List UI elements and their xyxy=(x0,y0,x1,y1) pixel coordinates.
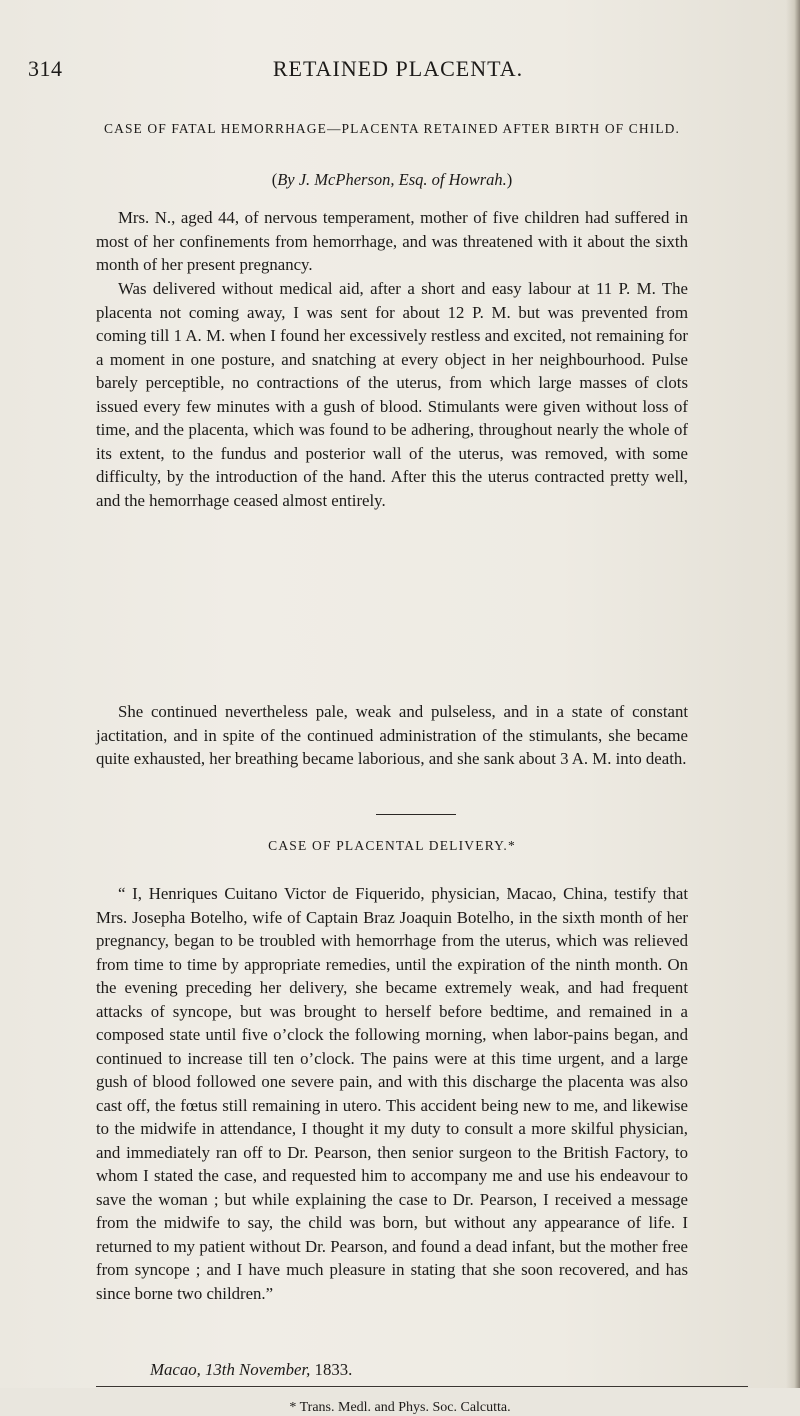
signoff-year: 1833. xyxy=(314,1360,353,1379)
footnote: * Trans. Medl. and Phys. Soc. Calcutta. xyxy=(289,1400,511,1415)
paragraph-case2-testimony: “ I, Henriques Cuitano Victor de Fiquerido, physician, Macao, China, testify that Mrs. Josepha Botelho, wife of Captain Braz Joaquin Botelho, in the sixth month of her pregnancy, began to be troubled with hemorrhage from the uterus, which was relieved from time to time by appropriate remedies, until the expiration of the ninth month. On the evening preceding her delivery, she became extremely weak, and had frequent attacks of syncope, but was brought to herself before bedtime, and remained in a composed state until five o’clock the following morning, when labor-pains began, and continued to increase till ten o’clock. The pains were at this time urgent, and a large gush of blood followed one severe pain, and with this discharge the placenta was also cast off, the fœtus still remaining in utero. This accident being new to me, and likewise to the midwife in attendance, I thought it my duty to consult a more skilful physician, and immediately ran off to Dr. Pearson, then senior surgeon to the British Factory, to whom I stated the case, and requested him to accompany me and use his endeavour to save the woman ; but while explaining the case to Dr. Pearson, I received a message from the midwife to say, the child was born, but without any appearance of life. I returned to my patient without Dr. Pearson, and found a dead infant, but the mother free from syncope ; and I have much pleasure in stating that she soon recovered, and has since borne two children.” xyxy=(96,884,688,1303)
byline-open-paren: ( xyxy=(271,170,278,189)
paragraph-case1-outcome: She continued nevertheless pale, weak and pulseless, and in a state of constant jactitation, and in spite of the continued administration of the stimulants, she became quite exhausted, her breathing became laborious, and she sank about 3 A. M. into death. xyxy=(96,702,688,768)
paragraph-case1-history: Mrs. N., aged 44, of nervous temperament, mother of five children had suffered in most of her confinements from hemorrhage, and was threatened with it about the sixth month of her present pregnancy. xyxy=(96,208,688,274)
footnote-rule xyxy=(96,1386,748,1387)
byline-close-paren: ) xyxy=(506,170,513,189)
section-divider xyxy=(376,814,456,815)
signoff-place: Macao, xyxy=(150,1360,201,1379)
byline xyxy=(96,170,688,190)
case-heading-placental-delivery: CASE OF PLACENTAL DELIVERY.* xyxy=(268,838,516,853)
signoff-date: 13th November, xyxy=(205,1360,311,1379)
running-title: RETAINED PLACENTA. xyxy=(272,56,524,81)
page-number: 314 xyxy=(28,56,63,81)
paragraph-case1-delivery: Was delivered without medical aid, after a short and easy labour at 11 P. M. The placenta not coming away, I was sent for about 12 P. M. but was prevented from coming till 1 A. M. when I found her excessively restless and excited, not remaining for a moment in one posture, and snatching at every object in her neighbourhood. Pulse barely perceptible, no contractions of the uterus, from which large masses of clots issued every few minutes with a gush of blood. Stimulants were given without loss of time, and the placenta, which was found to be adhering, throughout nearly the whole of its extent, to the fundus and posterior wall of the uterus, was removed, with some difficulty, by the introduction of the hand. After this the uterus contracted pretty well, and the hemorrhage ceased almost entirely. xyxy=(96,279,688,510)
case-heading-hemorrhage: CASE OF FATAL HEMORRHAGE—PLACENTA RETAINED AFTER BIRTH OF CHILD. xyxy=(104,121,680,136)
running-head xyxy=(28,56,768,96)
byline-text: By J. McPherson, Esq. of Howrah. xyxy=(277,170,507,189)
signoff xyxy=(150,1360,352,1380)
page-edge-shadow xyxy=(786,0,800,1388)
